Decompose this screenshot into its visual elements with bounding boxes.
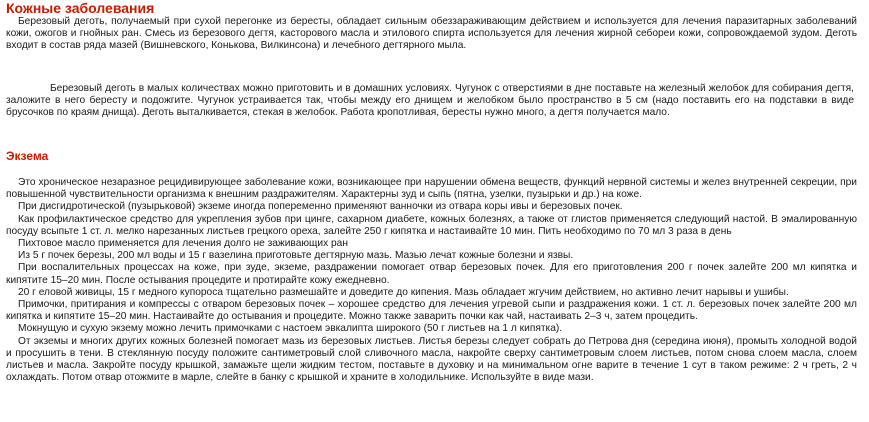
tar-recipe-text [6, 83, 854, 120]
paragraph: Пихтовое масло применяется для лечения долго не заживающих ран [18, 238, 348, 250]
paragraph: Примочки, притирания и компрессы с отваром березовых почек – хорошее средство для лечения угревой сыпи и раздражения кожи. 1 ст. л. березовых почек залейте 200 мл кипятка и кипятите 15–20 мин. Настаивайте до остывания и процедите. Можно также заварить почки как чай, настаивать 2–3 ч, затем процедить. [6, 299, 857, 323]
eczema-text [6, 177, 857, 384]
skin-diseases-text [6, 16, 857, 53]
paragraph: Это хроническое незаразное рецидивирующее заболевание кожи, возникающее при нарушении обмена веществ, функций нервной системы и желез внутренней секреции, при повышенной чувствительности организма к внешним раздражителям. Характерны зуд и сыпь (пятна, узелки, пузырьки и др.) на коже. [6, 177, 857, 201]
paragraph: 20 г еловой живицы, 15 г медного купороса тщательно размешайте и доведите до кипения. Мазь обладает жгучим действием, но активно лечит нарывы и ушибы. [18, 286, 789, 298]
paragraph: От экземы и многих других кожных болезней помогает мазь из березовых листьев. Листья березы следует собрать до Петрова дня (середина июня), промыть холодной водой и просушить в тени. В стеклянную посуду положите сантиметровый слой сливочного масла, накройте сверху сантиметровым слоем листьев, потом снова слоем масла, слоем листьев и масла. Закройте посуду крышкой, замажьте щели жидким тестом, поставьте в духовку и на минимальном огне варите в течение 1 сут в таком режиме: 2 ч греть, 2 ч охлаждать. Потом отвар отожмите в марле, слейте в банку с крышкой и храните в холодильнике. Используйте в виде мази. [6, 335, 857, 384]
paragraph: При дисгидротической (пузырьковой) экземе иногда попеременно применяют ванночки из отвара коры ивы и березовых почек. [18, 201, 623, 213]
paragraph: Березовый деготь в малых количествах можно приготовить и в домашних условиях. Чугунок с отверстиями в дне поставьте на железный желобок для собирания дегтя, заложите в него бересту и подожгите. Чугунок устраивается так, чтобы между его днищем и желобком было пространство в 5 см (надо поставить его на подставки в виде брусочков по краям днища). Деготь выталкивается, стекая в желобок. Работа кропотливая, бересты нужно много, а дегтя получается мало. [6, 83, 854, 119]
paragraph: При воспалительных процессах на коже, при зуде, экземе, раздражении помогает отвар березовых почек. Для его приготовления 200 г почек залейте 200 мл кипятка и кипятите 15–20 мин. После остывания процедите и протирайте кожу ежедневно. [6, 262, 857, 286]
paragraph: Как профилактическое средство для укрепления зубов при цинге, сахарном диабете, кожных болезнях, а также от глистов применяется следующий настой. В эмалированную посуду всыпьте 1 ст. л. мелко нарезанных листьев грецкого ореха, залейте 250 г кипятка и настаивайте 10 мин. Пить необходимо по 70 мл 3 раза в день [6, 213, 857, 237]
paragraph: Из 5 г почек березы, 200 мл воды и 15 г вазелина приготовьте дегтярную мазь. Мазью лечат кожные болезни и язвы. [18, 250, 574, 262]
paragraph: Березовый деготь, получаемый при сухой перегонке из бересты, обладает сильным обеззараживающим действием и используется для лечения паразитарных заболеваний кожи, ожогов и гнойных ран. Смесь из березового дегтя, касторового масла и этилового спирта используется для лечения жирной себореи кожи, сопровождаемой зудом. Деготь входит в состав ряда мазей (Вишневского, Конькова, Вилкинсона) и лечебного дегтярного мыла. [6, 16, 857, 52]
section-title-eczema: Экзема [6, 149, 49, 163]
section-title-skin-diseases: Кожные заболевания [6, 0, 155, 16]
paragraph: Мокнущую и сухую экзему можно лечить примочками с настоем эвкалипта широкого (50 г листьев на 1 л кипятка). [18, 323, 563, 335]
